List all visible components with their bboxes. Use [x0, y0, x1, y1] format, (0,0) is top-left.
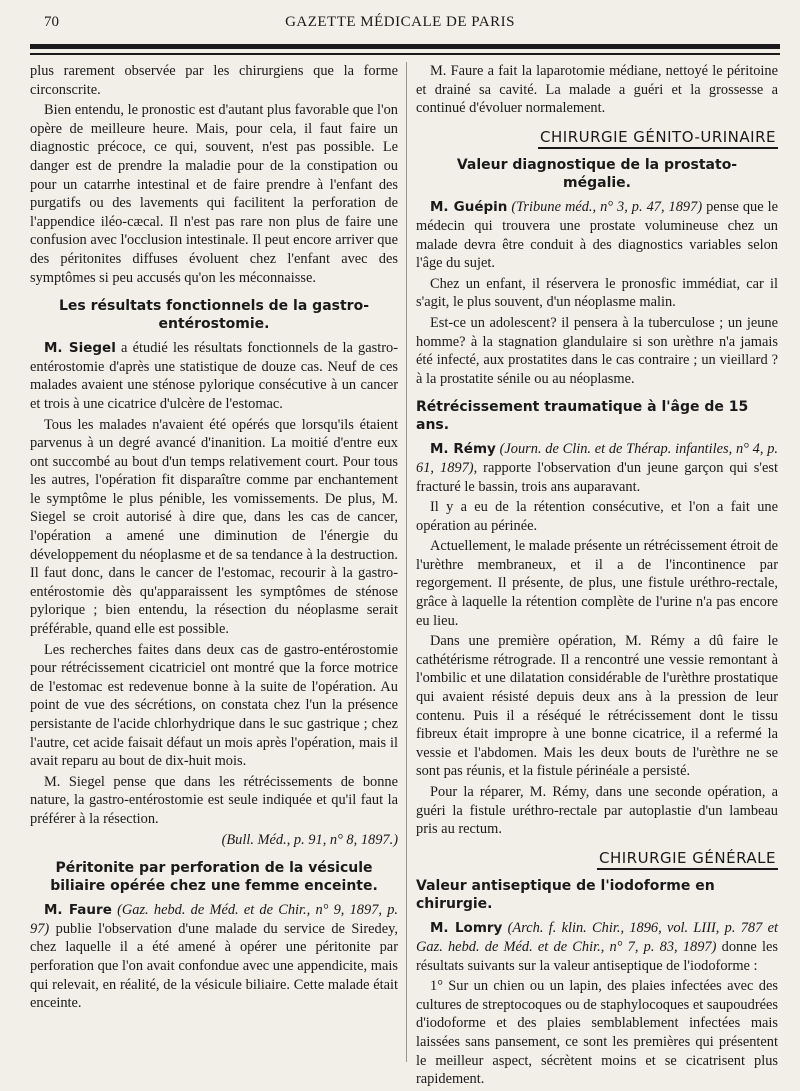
paragraph: Actuellement, le malade présente un rétrécissement étroit de l'urèthre membraneux, et il a de l'incontinence par regorgement. Il présente, de plus, une fistule uréthro-rectale, grâce à laquelle la rétention complète de l'urine n'a pas encore eu lieu. — [416, 538, 778, 629]
author-name: M. Rémy — [430, 441, 496, 458]
source-reference: (Tribune méd., n° 3, p. 47, 1897) — [511, 199, 703, 216]
article-heading-prostate: Valeur diagnostique de la prostato-mégalie. — [456, 157, 738, 192]
paragraph: M. Siegel pense que dans les rétrécissements de bonne nature, la gastro-entérostomie est seule indiquée et qu'il faut la préférer à la résection. — [30, 773, 398, 827]
paragraph: Dans une première opération, M. Rémy a dû faire le cathétérisme rétrograde. Il a rencontré une vessie remontant à l'ombilic et une dilatation considérable de l'urèthre prostatique qui avaient résisté depuis deux ans à la pression de leur contenu. Puis il a réséqué le rétrécissement dont le tissu fibreux était impropre à une bonne cicatrice, il a refermé la vessie et l'abdomen. Mais les deux bouts de l'urèthre ne se sont pas réunis, et la fistule périnéale a persisté. — [416, 633, 778, 780]
section-heading-chirurgie-generale: CHIRURGIE GÉNÉRALE — [416, 849, 778, 868]
paragraph: Est-ce un adolescent? il pensera à la tuberculose ; un jeune homme? à la stagnation glandulaire si son urèthre n'a jamais été infecté, aux prostatites dans le cas contraire ; un vieillard ? à la prostatite sénile ou au néoplasme. — [416, 314, 778, 387]
source-reference: (Arch. f. klin. Chir., 1896, vol. LIII, p. 787 et Gaz. hebd. de Méd. et de Chir., n° 7, p. 83, 1897) — [416, 920, 778, 955]
author-name: M. Faure — [44, 902, 112, 919]
paragraph: 1° Sur un chien ou un lapin, des plaies infectées avec des cultures de streptocoques ou de staphylocoques et saupoudrées d'iodoforme et des plaies semblablement infectées mais laissées sans pansement, ce sont les premières qui présentent le meilleur aspect, sécrètent moins et se cicatrisent plus rapidement. — [416, 978, 778, 1088]
source-reference: (Gaz. hebd. de Méd. et de Chir., n° 9, 1897, p. 97) — [30, 902, 398, 937]
journal-title: GAZETTE MÉDICALE DE PARIS — [285, 14, 515, 30]
right-column — [416, 62, 778, 1091]
paragraph: M. Faure a fait la laparotomie médiane, nettoyé le péritoine et drainé sa cavité. La malade a guéri et la grossesse a continué d'évoluer normalement. — [416, 63, 778, 117]
citation: (Bull. Méd., p. 91, n° 8, 1897.) — [221, 831, 398, 848]
paragraph: M. Lomry (Arch. f. klin. Chir., 1896, vol. LIII, p. 787 et Gaz. hebd. de Méd. et de Chir., n° 7, p. 83, 1897) donne les résultats suivants sur la valeur antiseptique de l'iodoforme : — [416, 920, 778, 974]
paragraph: Il y a eu de la rétention consécutive, et l'on a fait une opération au périnée. — [416, 499, 778, 534]
header-rule-thin — [30, 53, 780, 55]
paragraph: Les recherches faites dans deux cas de gastro-entérostomie pour rétrécissement cicatriciel ont montré que la force motrice de l'estomac est redevenue bonne à la suite de l'opération. Au point de vue des sécrétions, on constata chez l'un la présence persistante de l'acide chlorhydrique dans le suc gastrique ; chez l'autre, cet acide faisait défaut un mois après l'opération, mais il avait reparu au bout de dix-huit mois. — [30, 641, 398, 770]
column-divider — [406, 62, 407, 1062]
paragraph: M. Faure (Gaz. hebd. de Méd. et de Chir., n° 9, 1897, p. 97) publie l'observation d'une malade du service de Siredey, chez laquelle il a été amené à opérer une péritonite par perforation que l'on avait confondue avec une appendicite, mais qui relevait, en réalité, de la vésicule biliaire. Cette malade était enceinte. — [30, 902, 398, 1012]
author-name: M. Siegel — [44, 340, 116, 357]
left-column — [30, 62, 398, 1015]
page-header — [0, 14, 800, 38]
author-name: M. Lomry — [430, 920, 503, 937]
article-heading-gastro: Les résultats fonctionnels de la gastro-entérostomie. — [58, 298, 370, 333]
source-reference: (Journ. de Clin. et de Thérap. infantiles, n° 4, p. 61, 1897) — [416, 441, 778, 476]
article-heading-iodoforme: Valeur antiseptique de l'iodoforme en chirurgie. — [416, 878, 715, 913]
article-heading-retrecissement: Rétrécissement traumatique à l'âge de 15 ans. — [416, 399, 749, 434]
article-heading-peritonite: Péritonite par perforation de la vésicule biliaire opérée chez une femme enceinte. — [50, 860, 378, 895]
paragraph: Bien entendu, le pronostic est d'autant plus favorable que l'on opère de meilleure heure. Mais, pour cela, il faut faire un diagnostic précoce, ce qui, souvent, n'est pas possible. Le danger est de prendre la maladie pour de la constipation ou pour un catarrhe intestinal et de faire prendre à l'enfant des purgatifs ou des lavements qui facilitent la perforation de l'appendice iléo-cæcal. Il n'est pas rare non plus de faire une confusion avec l'occlusion intestinale. Il peut encore arriver que des péritonites diffuses évoluent chez l'enfant avec des symptômes si peu accusés qu'on les méconnaisse. — [30, 102, 398, 286]
page-number: 70 — [44, 14, 59, 30]
paragraph: M. Siegel a étudié les résultats fonctionnels de la gastro-entérostomie d'après une statistique de douze cas. Neuf de ces malades avaient une sténose pylorique consécutive à un cancer et trois à une cicatrice d'ulcère de l'estomac. — [30, 340, 398, 412]
section-heading-genito-urinaire: CHIRURGIE GÉNITO-URINAIRE — [416, 128, 778, 147]
paragraph: M. Rémy (Journ. de Clin. et de Thérap. infantiles, n° 4, p. 61, 1897), rapporte l'observation d'un jeune garçon qui s'est fracturé le bassin, trois ans auparavant. — [416, 441, 778, 495]
paragraph: Pour la réparer, M. Rémy, dans une seconde opération, a guéri la fistule uréthro-rectale par autoplastie d'un lambeau pris au rectum. — [416, 784, 778, 838]
paragraph: Tous les malades n'avaient été opérés que lorsqu'ils étaient parvenus à un degré avancé d'inanition. La moitié d'entre eux ont succombé au bout d'un temps relativement court. Pour tous les autres, l'opération fit disparaître comme par enchantement le symptôme le plus pénible, les vomissements. De plus, M. Siegel se croit autorisé à dire que, dans les cas de cancer, l'opération a amené une diminution de l'énergie du développement du néoplasme et de sa tendance à la destruction. Il faut donc, dans le cancer de l'estomac, recourir à la gastro-entérostomie dès qu'apparaissent les symptômes de sténose pylorique ; bien entendu, la résection du néoplasme serait préférable, quand elle est possible. — [30, 416, 398, 638]
header-rule-thick — [30, 44, 780, 49]
paragraph: Chez un enfant, il réservera le pronosfic immédiat, car il s'agit, le plus souvent, d'un néoplasme malin. — [416, 275, 778, 311]
paragraph: plus rarement observée par les chirurgiens que la forme circonscrite. — [30, 63, 398, 98]
paragraph: M. Guépin (Tribune méd., n° 3, p. 47, 1897) pense que le médecin qui trouvera une prostate volumineuse chez un malade devra être conduit à des diagnostics variables selon l'âge du sujet. — [416, 199, 778, 272]
author-name: M. Guépin — [430, 199, 508, 216]
